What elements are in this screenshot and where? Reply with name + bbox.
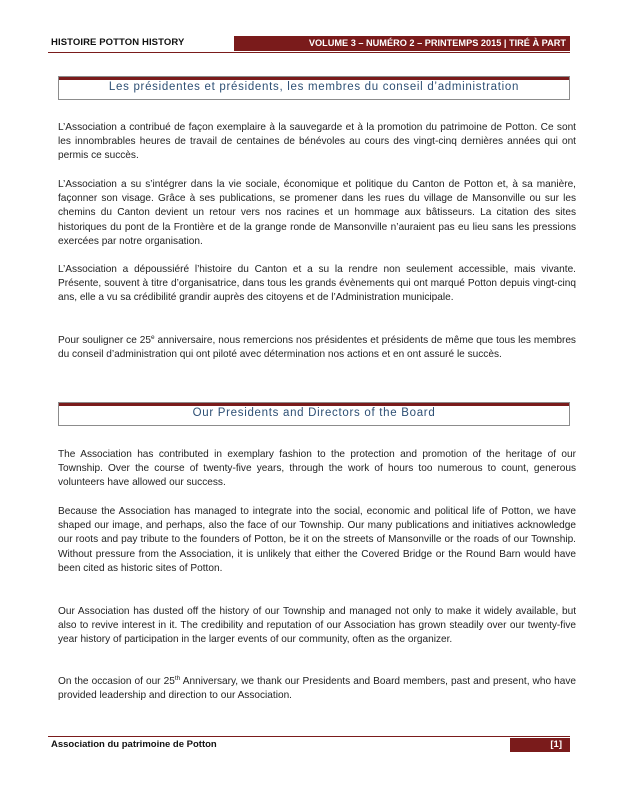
section-title: Our Presidents and Directors of the Board <box>192 407 436 419</box>
paragraph-text: Pour souligner ce 25 <box>58 335 151 346</box>
paragraph-text: anniversaire, nous remercions nos présidentes et présidents de même que tous les membres du conseil d’administration qui ont piloté avec détermination nos actions et en ont assuré le succès. <box>58 335 576 361</box>
paragraph <box>58 675 576 703</box>
publication-title: HISTOIRE POTTON HISTORY <box>51 37 185 48</box>
heading-accent-bar <box>59 77 569 80</box>
paragraph: Our Association has dusted off the history of our Township and managed not only to make it widely available, but also to revive interest in it. The credibility and reputation of our Association has grown steadily over our twenty-five year history of participation in the larger events of our community, often as the organizer. <box>58 606 576 646</box>
section-title: Les présidentes et présidents, les membres du conseil d’administration <box>108 81 520 93</box>
section-heading-french <box>58 76 570 100</box>
section-heading-english <box>58 402 570 426</box>
paragraph: L’Association a contribué de façon exemplaire à la sauvegarde et à la promotion du patrimoine de Potton. Ce sont les innombrables heures de travail de centaines de bénévoles au cours des vingt-cinq dernières années qui ont permis ce succès. <box>58 122 576 162</box>
page-footer <box>48 736 570 752</box>
paragraph: Because the Association has managed to integrate into the social, economic and political life of Potton, we have shaped our image, and perhaps, also the face of our Township. Our many publications and initiatives acknowledge our roots and pay tribute to the founders of Potton, be it on the streets of Mansonville or the roads of our Township. Without pressure from the Association, it is unlikely that either the Covered Bridge or the Round Barn would have been cited as historic sites of Potton. <box>58 506 576 574</box>
heading-accent-bar <box>59 403 569 406</box>
paragraph-text: On the occasion of our 25 <box>58 676 175 687</box>
paragraph: L’Association a su s’intégrer dans la vie sociale, économique et politique du Canton de Potton et, à sa manière, façonner son visage. Grâce à ses publications, se promener dans les rues du village de Mansonville ou sur les chemins du Canton devient un retour vers nos racines et un hommage aux bâtisseurs. La citation des sites historiques du pont de la Frontière et de la grange ronde de Mansonville n’auraient pas eu lieu sans les pressions exercées par notre organisation. <box>58 179 576 247</box>
issue-info: VOLUME 3 – NUMÉRO 2 – PRINTEMPS 2015 | TIRÉ À PART <box>234 36 570 51</box>
ordinal-suffix: th <box>174 675 181 682</box>
paragraph <box>58 334 576 362</box>
paragraph-text: Anniversary, we thank our Presidents and Board members, past and present, who have provided leadership and direction to our Association. <box>58 676 577 702</box>
paragraph: L’Association a dépoussiéré l’histoire du Canton et a su la rendre non seulement accessible, mais vivante. Présente, souvent à titre d’organisatrice, dans tous les grands évènements qui ont marqué Potton depuis vingt-cinq ans, elle a vu sa crédibilité grandir auprès des citoyens et de l’Administration municipale. <box>58 264 576 304</box>
ordinal-suffix: e <box>150 334 155 341</box>
page-header <box>48 36 570 53</box>
page-number: [1] <box>510 738 570 752</box>
paragraph: The Association has contributed in exemplary fashion to the protection and promotion of the heritage of our Township. Over the course of twenty-five years, through the work of hours too numerous to count, generous volunteers have allowed our success. <box>58 449 576 489</box>
organization-name: Association du patrimoine de Potton <box>51 739 217 750</box>
